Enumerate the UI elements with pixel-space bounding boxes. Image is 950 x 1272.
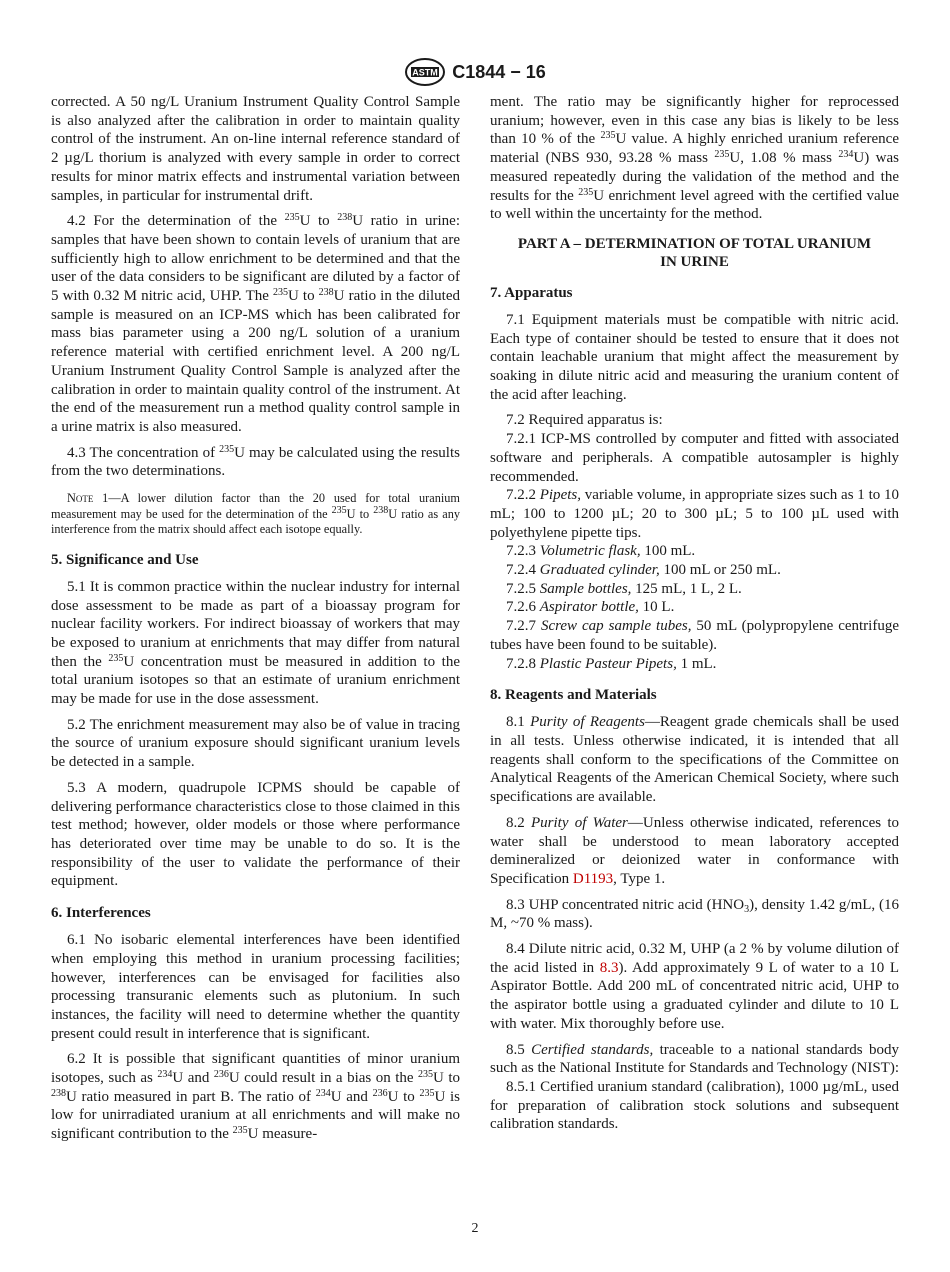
page-header: [0, 57, 950, 87]
section-6-heading: 6. Interferences: [51, 905, 151, 922]
paragraph-8-5-1: 8.5.1 Certified uranium standard (calibration), 1000 µg/mL, used for preparation of calibration stock solutions and subsequent calibration standards.: [490, 1078, 899, 1133]
paragraph-5-2: 5.2 The enrichment measurement may also be of value in tracing the source of uranium exposure should significant uranium levels be detected in a sample.: [51, 716, 460, 771]
paragraph-4-2: 4.2 For the determination of the $^{235}$U to $^{238}$U ratio in urine: samples that have been shown to contain levels of uranium that are sufficiently high to allow enrichment to be determined and that the user of the data considers to be significant are diluted by a factor of 5 with 0.32 M nitric acid, UHP. The $^{235}$U to $^{238}$U ratio in the diluted sample is measured on an ICP-MS which has been calibrated for mass bias parameter using a 200 ng/L solution of a uranium reference material with certified enrichment level. A 200 ng/L Uranium Instrument Quality Control Sample is analyzed after the calibration in order to maintain quality control of the instrument. At the end of the measurement run a method quality control sample in a urine matrix is also measured.: [51, 212, 461, 435]
left-column: [51, 93, 460, 1151]
page-number: 2: [471, 1221, 479, 1236]
right-column: [490, 93, 899, 1141]
paragraph-7-2: 7.2 Required apparatus is:: [506, 412, 663, 429]
paragraph-7-2-1: 7.2.1 ICP-MS controlled by computer and fitted with associated software and peripherals. A compatible autosampler is highly recommended.: [490, 431, 899, 485]
section-5-heading: 5. Significance and Use: [51, 551, 199, 568]
paragraph-8-4: 8.4 Dilute nitric acid, 0.32 M, UHP (a 2 % by volume dilution of the acid listed in 8.3). Add approximately 9 L of water to a 10 L Aspirator Bottle. Add 200 mL of concentrated nitric acid, UHP to the aspirator bottle using a graduated cylinder and dilute to 10 L with water. Mix thoroughly before use.: [490, 941, 899, 1032]
paragraph-7-2-3: 7.2.3 Volumetric flask, 100 mL.: [506, 543, 696, 560]
paragraph-6-2: 6.2 It is possible that significant quantities of minor uranium isotopes, such as $^{234}$U and $^{236}$U could result in a bias on the $^{235}$U to $^{238}$U ratio measured in part B. The ratio of $^{234}$U and $^{236}$U to $^{235}$U is low for unirradiated uranium at all enrichments and will make no significant contribution to the $^{235}$U measure-: [51, 1051, 460, 1143]
paragraph-4-1-continued: corrected. A 50 ng/L Uranium Instrument Quality Control Sample is also analyzed after the calibration in order to maintain quality control of the instrument. An on-line internal reference standard of 2 µg/L thorium is analyzed with every sample in order to correct results for minor matrix effects and instrumental variation between samples, in particular for instrumental drift.: [51, 94, 460, 204]
paragraph-7-2-8: 7.2.8 Plastic Pasteur Pipets, 1 mL.: [506, 655, 717, 672]
paragraph-4-3: 4.3 The concentration of $^{235}$U may be calculated using the results from the two determinations.: [51, 443, 460, 480]
paragraph-5-1: 5.1 It is common practice within the nuclear industry for internal dose assessment to be made as part of a bioassay program for nuclear facility workers. For indirect bioassay of workers that may be exposed to uranium at enrichments that may differ from natural then the $^{235}$U concentration must be measured in addition to the total uranium isotopes so that an estimate of uranium enrichment may be made for use in the dose assessment.: [51, 578, 460, 708]
paragraph-8-1: 8.1 Purity of Reagents—Reagent grade chemicals shall be used in all tests. Unless otherwise indicated, it is intended that all reagents shall conform to the specifications of the Committee on Analytical Reagents of the American Chemical Society, where such specifications are available.: [490, 714, 899, 806]
standard-designation: C1844 − 16: [452, 61, 546, 82]
paragraph-7-2-6: 7.2.6 Aspirator bottle, 10 L.: [506, 599, 675, 616]
astm-logo-text: ASTM: [412, 67, 438, 78]
paragraph-7-2-2: 7.2.2 Pipets, variable volume, in appropriate sizes such as 1 to 10 mL; 100 to 1200 µL; 20 to 300 µL; 5 to 100 µL used with polyethylene pipette tips.: [490, 487, 899, 541]
paragraph-8-3: 8.3 UHP concentrated nitric acid $(HNO_3)$, density 1.42 g/mL, (16 M, ~70 % mass).: [490, 896, 899, 932]
paragraph-5-3: 5.3 A modern, quadrupole ICPMS should be capable of delivering performance characteristics close to those claimed in this test method; however, older models or those where performance has deteriorated over time may be unable to do so. It is the responsibility of the user to validate the performance of their equipment.: [51, 779, 460, 890]
section-7-heading: 7. Apparatus: [490, 284, 573, 301]
note-label: Note 1: [67, 491, 109, 506]
link-d1193[interactable]: D1193: [572, 870, 614, 887]
paragraph-7-2-7: 7.2.7 Screw cap sample tubes, 50 mL (polypropylene centrifuge tubes have been found to be suitable).: [490, 618, 900, 653]
paragraph-7-2-5: 7.2.5 Sample bottles, 125 mL, 1 L, 2 L.: [506, 580, 742, 597]
paragraph-8-5: 8.5 Certified standards, traceable to a national standards body such as the National Institute for Standards and Technology (NIST):: [490, 1041, 899, 1077]
astm-logo-icon: [404, 57, 446, 87]
section-8-heading: 8. Reagents and Materials: [490, 687, 657, 704]
link-section-8-3[interactable]: 8.3: [599, 959, 619, 976]
paragraph-6-2-continued: ment. The ratio may be significantly higher for reprocessed uranium; however, even in this case any bias is likely to be less than 10 % of the $^{235}$U value. A highly enriched uranium reference material (NBS 930, 93.28 % mass $^{235}$U, 1.08 % mass $^{234}$U) was measured repeatedly during the validation of the method and the results for the $^{235}$U enrichment level agreed with the certified value to well within the uncertainty for the method.: [490, 94, 900, 223]
paragraph-7-1: 7.1 Equipment materials must be compatible with nitric acid. Each type of container should be tested to ensure that it does not contain leachable uranium that might affect the measurement by soaking in dilute nitric acid and measuring the uranium content of the acid after leaching.: [490, 311, 899, 403]
paragraph-6-1: 6.1 No isobaric elemental interferences have been identified when employing this method in uranium processing facilities; however, interferences can be envisaged for facilities also processing transuranic elements such as plutonium. In such instances, the facility will need to determine whether the quantity present could result in interference that is significant.: [51, 932, 460, 1042]
paragraph-7-2-4: 7.2.4 Graduated cylinder, 100 mL or 250 mL.: [506, 562, 781, 579]
part-a-heading: PART A – DETERMINATION OF TOTAL URANIUM IN URINE: [517, 235, 872, 270]
note-1: Note 1—A lower dilution factor than the 20 used for total uranium measurement may be used for the determination of the $^{235}$U to $^{238}$U ratio as any interference from the matrix should affect each isotope equally.: [51, 491, 460, 537]
paragraph-8-2: 8.2 Purity of Water—Unless otherwise indicated, references to water shall be understood to mean laboratory accepted demineralized or deionized water in conformance with Specification D1193, Type 1.: [490, 814, 899, 887]
